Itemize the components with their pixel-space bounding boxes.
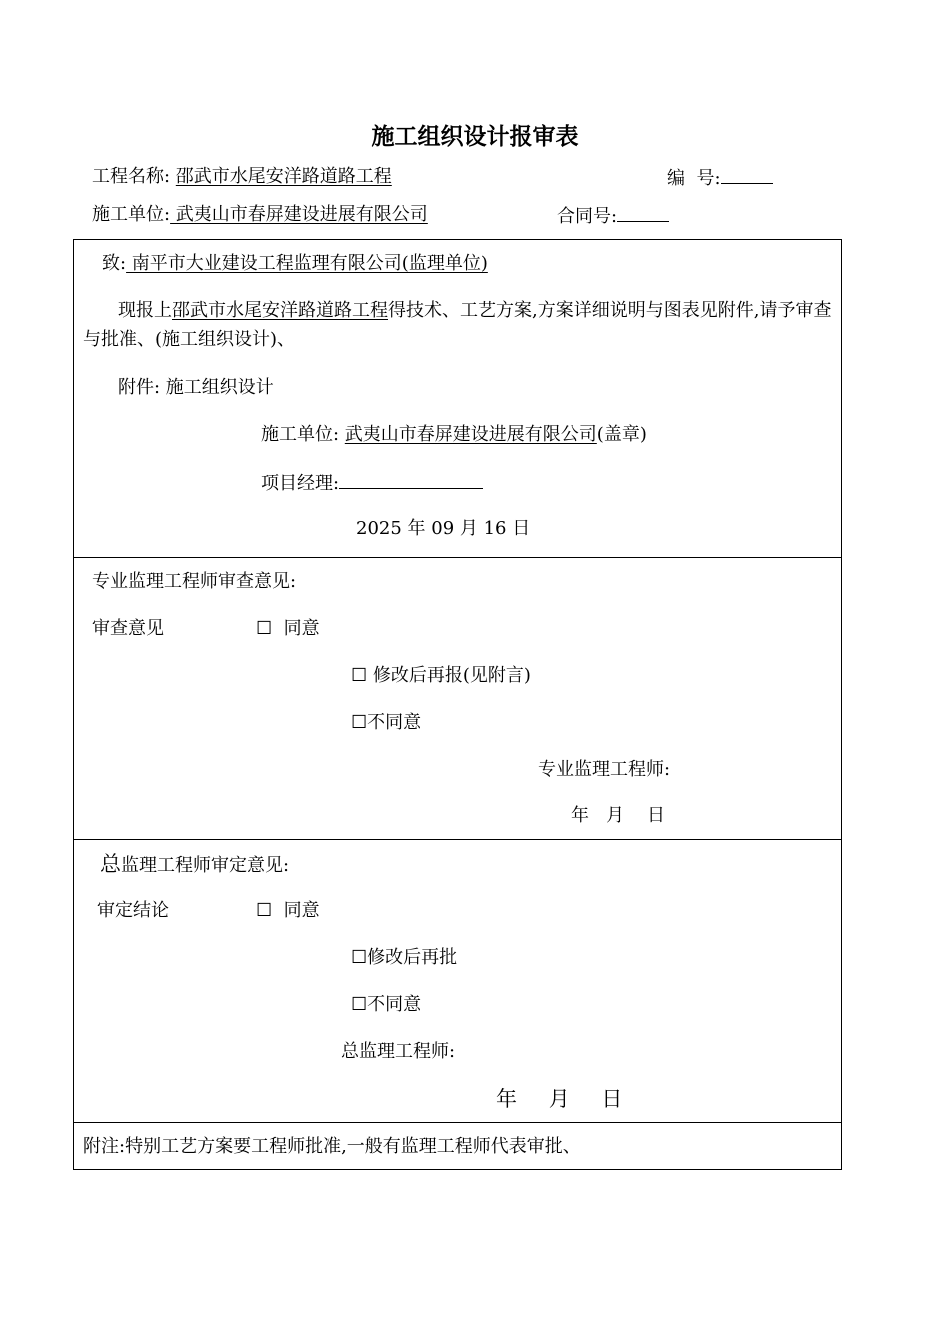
contractor-row (92, 203, 428, 227)
approval-signer-label: 总监理工程师: (341, 1041, 456, 1062)
unit-seal: (盖章) (596, 424, 647, 445)
review-heading: 专业监理工程师审查意见: (92, 571, 297, 592)
review-signer-label: 专业监理工程师: (538, 759, 671, 780)
divider-1 (73, 557, 842, 558)
approval-modify-checkbox[interactable]: ☐修改后再批 (351, 947, 458, 968)
submission-paragraph (83, 296, 835, 354)
divider-3 (73, 1122, 842, 1123)
project-name-label: 工程名称: (92, 166, 176, 187)
review-modify-checkbox[interactable]: ☐ 修改后再报(见附言) (351, 665, 531, 686)
submission-project: 邵武市水尾安洋路道路工程 (172, 300, 388, 321)
number-label: 编 号: (667, 168, 721, 189)
contract-number-blank (617, 203, 669, 222)
footnote: 附注:特别工艺方案要工程师批准,一般有监理工程师代表审批、 (83, 1136, 581, 1157)
approval-date: 年 月 日 (496, 1087, 624, 1111)
contractor-value: 武夷山市春屏建设进展有限公司 (170, 204, 428, 225)
unit-label: 施工单位: (261, 424, 345, 445)
submission-suffix: 得技术、工艺方案,方案详细说明与图表见附件,请予审查与批准、(施工组织设计)、 (83, 300, 832, 350)
review-disagree-checkbox[interactable]: ☐不同意 (351, 712, 422, 733)
approval-heading-first: 总 (100, 852, 121, 876)
number-row (667, 165, 773, 191)
approval-heading (100, 852, 289, 878)
contract-number-label: 合同号: (557, 206, 618, 227)
submission-date: 2025 年 09 月 16 日 (356, 518, 531, 539)
attachment-line: 附件: 施工组织设计 (118, 377, 274, 398)
unit-row (261, 423, 647, 447)
project-name-row (92, 165, 392, 189)
approval-disagree-checkbox[interactable]: ☐不同意 (351, 994, 422, 1015)
contractor-label: 施工单位: (92, 204, 171, 225)
manager-blank (339, 470, 483, 489)
approval-conclusion-label: 审定结论 (97, 900, 169, 921)
addressee-label: 致: (102, 253, 127, 274)
review-date: 年 月 日 (571, 805, 666, 826)
manager-label: 项目经理: (261, 473, 340, 494)
addressee-value: 南平市大业建设工程监理有限公司(监理单位) (126, 253, 488, 274)
divider-2 (73, 839, 842, 840)
contract-number-row (557, 203, 669, 229)
review-agree-checkbox[interactable]: ☐ 同意 (256, 618, 320, 639)
addressee-row (102, 252, 488, 276)
project-name-value: 邵武市水尾安洋路道路工程 (175, 166, 392, 187)
review-opinion-label: 审查意见 (92, 618, 164, 639)
page-title: 施工组织设计报审表 (371, 123, 579, 150)
unit-value: 武夷山市春屏建设进展有限公司 (344, 424, 597, 445)
number-blank (721, 165, 773, 184)
approval-heading-rest: 监理工程师审定意见: (121, 855, 290, 876)
submission-prefix: 现报上 (118, 300, 172, 321)
approval-agree-checkbox[interactable]: ☐ 同意 (256, 900, 320, 921)
manager-row (261, 470, 483, 496)
